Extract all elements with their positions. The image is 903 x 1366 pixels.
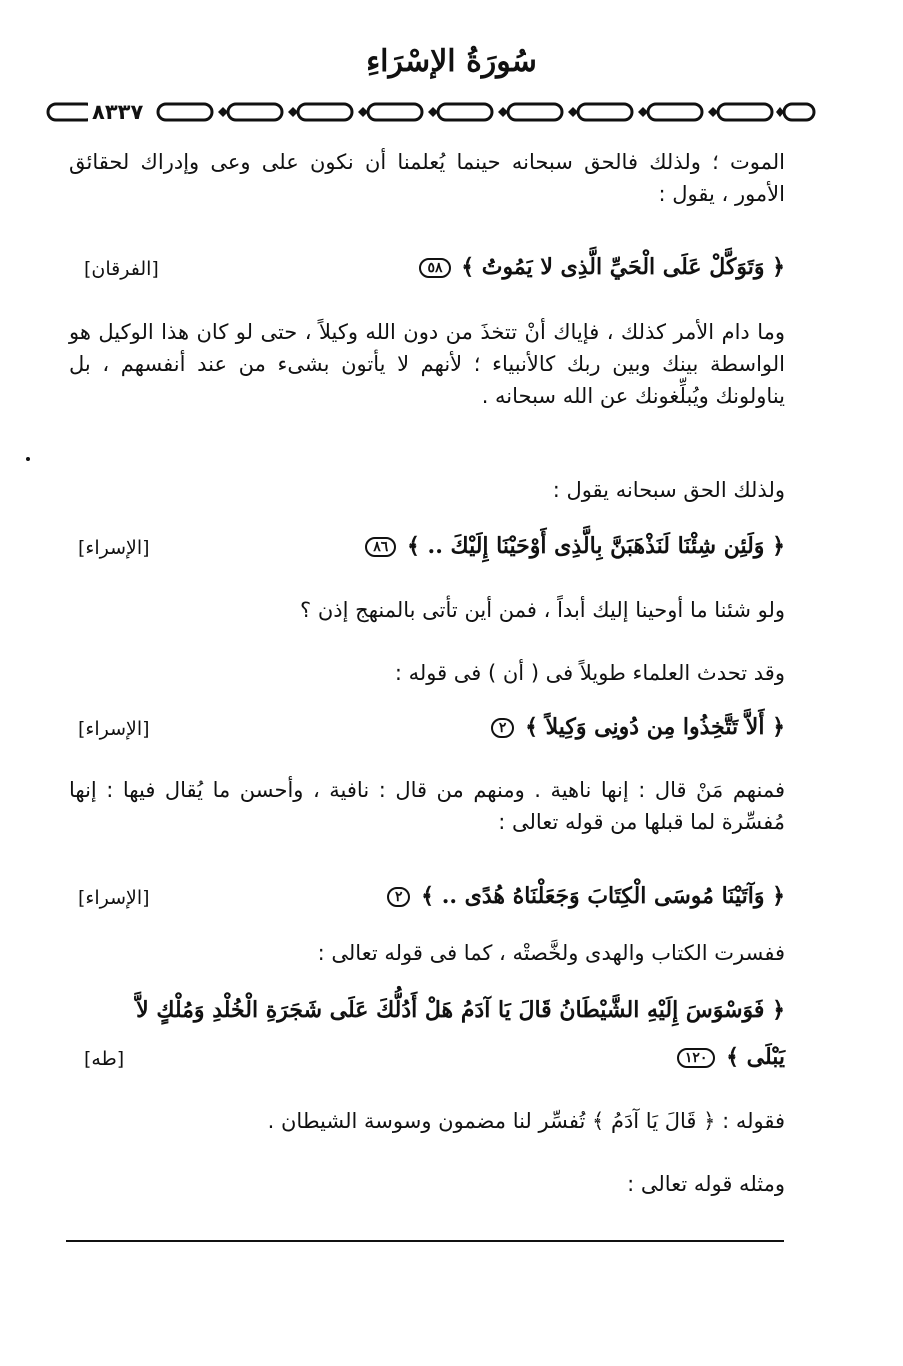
quran-verse-2 <box>69 529 785 563</box>
surah-title: سُورَةُ الإسْرَاءِ <box>366 44 537 79</box>
verse-reference-5: [طه] <box>84 1048 125 1070</box>
paragraph-8: فقوله : ﴿ قَالَ يَا آدَمُ ﴾ تُفسِّر لنا مضمون وسوسة الشيطان . <box>267 1109 785 1133</box>
verse-number: ٢ <box>491 718 515 738</box>
paragraph-2: وما دام الأمر كذلك ، فإياك أنْ تتخذَ من دون الله وكيلاً ، حتى لو كان هذا الوكيل هو الواسطة بينك وبين ربك كالأنبياء ؛ لأنهم لا يأتون بشىء من عند أنفسهم ، بل يناولونك ويُبلِّغونك عن الله سبحانه . <box>69 320 785 408</box>
verse-reference-2: [الإسراء] <box>78 537 150 559</box>
paragraph-3: ولذلك الحق سبحانه يقول : <box>552 478 785 502</box>
quran-verse-3 <box>69 710 785 744</box>
paragraph-4: ولو شئنا ما أوحينا إليك أبداً ، فمن أين تأتى بالمنهج إذن ؟ <box>300 598 785 622</box>
quran-verse-4 <box>69 879 785 913</box>
quran-verse-5-line-2 <box>69 1040 785 1074</box>
verse-number: ٢ <box>387 887 411 907</box>
paragraph-7: ففسرت الكتاب والهدى ولخَّصتْه ، كما فى قوله تعالى : <box>317 941 785 965</box>
page-number: ٨٣٣٧ <box>88 98 147 126</box>
verse-text: ﴿ وَلَئِن شِئْنَا لَنَذْهَبَنَّ بِالَّذِى أَوْحَيْنَا إِلَيْكَ .. ﴾ <box>407 533 785 559</box>
quran-verse-5-line-1: ﴿ فَوَسْوَسَ إِلَيْهِ الشَّيْطَانُ قَالَ يَا آدَمُ هَلْ أَدُلُّكَ عَلَى شَجَرَةِ الْخُلْدِ وَمُلْكٍ لاَّ <box>136 997 785 1023</box>
paragraph-1: الموت ؛ ولذلك فالحق سبحانه حينما يُعلمنا أن نكون على وعى وإدراك لحقائق الأمور ، يقول : <box>69 150 785 206</box>
margin-mark <box>26 457 30 461</box>
quran-verse-1 <box>69 250 785 284</box>
verse-text: ﴿ أَلاَّ تَتَّخِذُوا مِن دُونِى وَكِيلاً ﴾ <box>525 714 785 740</box>
verse-reference-4: [الإسراء] <box>78 887 150 909</box>
verse-number: ٨٦ <box>365 537 396 557</box>
verse-text: ﴿ وَتَوَكَّلْ عَلَى الْحَيِّ الَّذِى لا يَمُوتُ ﴾ <box>461 254 785 280</box>
paragraph-9: ومثله قوله تعالى : <box>627 1172 785 1196</box>
footer-rule <box>66 1240 784 1242</box>
verse-reference-3: [الإسراء] <box>78 718 150 740</box>
paragraph-6: فمنهم مَنْ قال : إنها ناهية . ومنهم من قال : نافية ، وأحسن ما يُقال فيها : إنها مُفسِّرة لما قبلها من قوله تعالى : <box>69 778 785 834</box>
paragraph-5: وقد تحدث العلماء طويلاً فى ( أن ) فى قوله : <box>394 661 785 685</box>
verse-reference-1: [الفرقان] <box>84 258 159 280</box>
verse-text: يَبْلَى ﴾ <box>726 1044 785 1070</box>
verse-number: ٥٨ <box>419 258 450 278</box>
ornament-border <box>40 98 820 126</box>
verse-text: ﴿ وَآتَيْنَا مُوسَى الْكِتَابَ وَجَعَلْنَاهُ هُدًى .. ﴾ <box>421 883 785 909</box>
verse-number: ١٢٠ <box>677 1048 716 1068</box>
